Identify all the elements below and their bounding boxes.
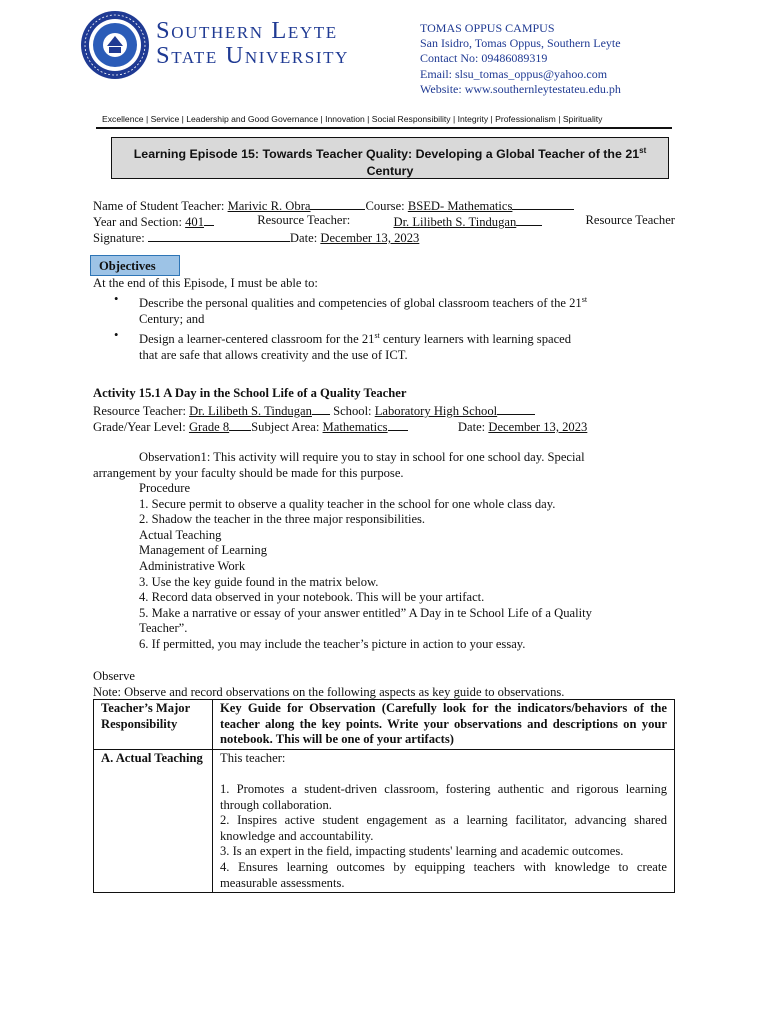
procedure-item: 4. Record data observed in your notebook. This will be your artifact. [139, 590, 485, 605]
signature-line: Signature: Date: December 13, 2023 [93, 231, 420, 245]
campus-website: Website: www.southernleytestateu.edu.ph [420, 81, 621, 96]
key-guide-item: 3. Is an expert in the field, impacting students' learning and academic outcomes. [220, 844, 624, 859]
table-header-key-guide: Key Guide for Observation (Carefully look for the indicators/behaviors of the teacher along the key points. Write your observations and descriptions on your notebook. This will be one of your artifacts) [213, 700, 675, 750]
course-value: BSED- Mathematics [407, 199, 513, 213]
key-guide-item: 1. Promotes a student-driven classroom, fostering authentic and rigorous learning through collaboration. [220, 781, 667, 812]
procedure-item: Actual Teaching [139, 527, 222, 542]
signature-blank [148, 229, 290, 242]
university-name-line2: State University [156, 42, 349, 69]
blank [312, 402, 330, 415]
blank [388, 418, 408, 431]
campus-contact: Contact No: 09486089319 [420, 51, 548, 66]
header-divider [96, 127, 672, 129]
blank [229, 418, 251, 431]
date-value: December 13, 2023 [320, 231, 420, 245]
key-guide-item: 2. Inspires active student engagement as a learning facilitator, advancing shared knowledge and accountability. [220, 813, 667, 843]
table-cell-responsibility: A. Actual Teaching [94, 749, 213, 892]
year-section-line: Year and Section: 401 Resource Teacher: Dr. Lilibeth S. Tindugan Resource Teacher [93, 213, 675, 229]
procedure-item: 1. Secure permit to observe a quality teacher in the school for one whole class day. [139, 496, 556, 511]
core-values: Excellence | Service | Leadership and Good Governance | Innovation | Social Responsibility | Integrity | Professionalism | Spirituality [102, 114, 603, 124]
episode-title: Learning Episode 15: Towards Teacher Quality: Developing a Global Teacher of the 21 [133, 147, 640, 162]
year-value: 401 [185, 215, 205, 229]
student-name-line: Name of Student Teacher: Marivic R. Obra Course: BSED- Mathematics [93, 197, 675, 215]
procedure-item: 3. Use the key guide found in the matrix below. [139, 574, 379, 589]
bullet-icon: • [114, 292, 119, 306]
table-cell-key-guide [213, 749, 675, 892]
observation-note: Note: Observe and record observations on the following aspects as key guide to observations. [93, 685, 565, 699]
activity-resource-teacher: Dr. Lilibeth S. Tindugan [189, 404, 312, 418]
table-header-row [94, 700, 675, 750]
resource-teacher-value: Dr. Lilibeth S. Tindugan [393, 215, 517, 229]
procedure-item: Management of Learning [139, 543, 267, 558]
objectives-intro: At the end of this Episode, I must be able to: [93, 276, 318, 290]
university-name [156, 18, 349, 68]
table-header-responsibility: Teacher’s Major Responsibility [94, 700, 213, 750]
activity-resource-line: Resource Teacher: Dr. Lilibeth S. Tindugan School: Laboratory High School [93, 402, 675, 420]
blank [512, 197, 574, 210]
episode-title-box [111, 137, 669, 179]
objective-item: • Describe the personal qualities and competencies of global classroom teachers of the 21st Century; and [114, 292, 588, 326]
campus-name: TOMAS OPPUS CAMPUS [420, 21, 555, 35]
university-name-line1: Southern Leyte [156, 17, 338, 44]
key-guide-intro: This teacher: [220, 750, 286, 765]
activity-date: December 13, 2023 [488, 420, 588, 434]
observe-label: Observe [93, 669, 135, 683]
observation-matrix [93, 699, 675, 893]
procedure-item: 2. Shadow the teacher in the three major responsibilities. [139, 512, 426, 527]
objective-item: • Design a learner-centered classroom for the 21st century learners with learning spaced that are safe that allows creativity and the use of ICT. [114, 328, 572, 362]
activity-subject: Mathematics [322, 420, 388, 434]
objectives-heading: Objectives [90, 255, 180, 276]
campus-email: Email: slsu_tomas_oppus@yahoo.com [420, 66, 608, 81]
activity-grade: Grade 8 [188, 420, 230, 434]
campus-info [420, 21, 621, 97]
procedure-item: Teacher”. [139, 621, 188, 636]
episode-title-end: Century [366, 164, 414, 179]
procedure-item: 5. Make a narrative or essay of your answer entitled” A Day in te School Life of a Quality [139, 605, 592, 620]
observation-paragraph-cont: arrangement by your faculty should be made for this purpose. [93, 466, 404, 480]
procedure-list [139, 481, 675, 653]
student-name-value: Marivic R. Obra [227, 199, 311, 213]
procedure-item: Procedure [139, 481, 191, 495]
procedure-item: 6. If permitted, you may include the teacher’s picture in action to your essay. [139, 636, 526, 651]
blank [497, 402, 535, 415]
observation-paragraph: Observation1: This activity will require you to stay in school for one school day. Special [139, 450, 585, 464]
activity-title: Activity 15.1 A Day in the School Life of a Quality Teacher [93, 386, 407, 400]
key-guide-item: 4. Ensures learning outcomes by equipping teachers with knowledge to create measurable assessments. [220, 859, 667, 890]
campus-address: San Isidro, Tomas Oppus, Southern Leyte [420, 36, 621, 51]
bullet-icon: • [114, 328, 119, 342]
blank [516, 213, 542, 226]
blank [204, 213, 214, 226]
activity-school: Laboratory High School [374, 404, 498, 418]
procedure-item: Administrative Work [139, 558, 246, 573]
table-row [94, 749, 675, 892]
blank [310, 197, 365, 210]
activity-grade-line: Grade/Year Level: Grade 8 Subject Area: Mathematics Date: December 13, 2023 [93, 420, 588, 434]
episode-title-sup: st [639, 146, 647, 155]
university-seal-icon [80, 10, 150, 80]
